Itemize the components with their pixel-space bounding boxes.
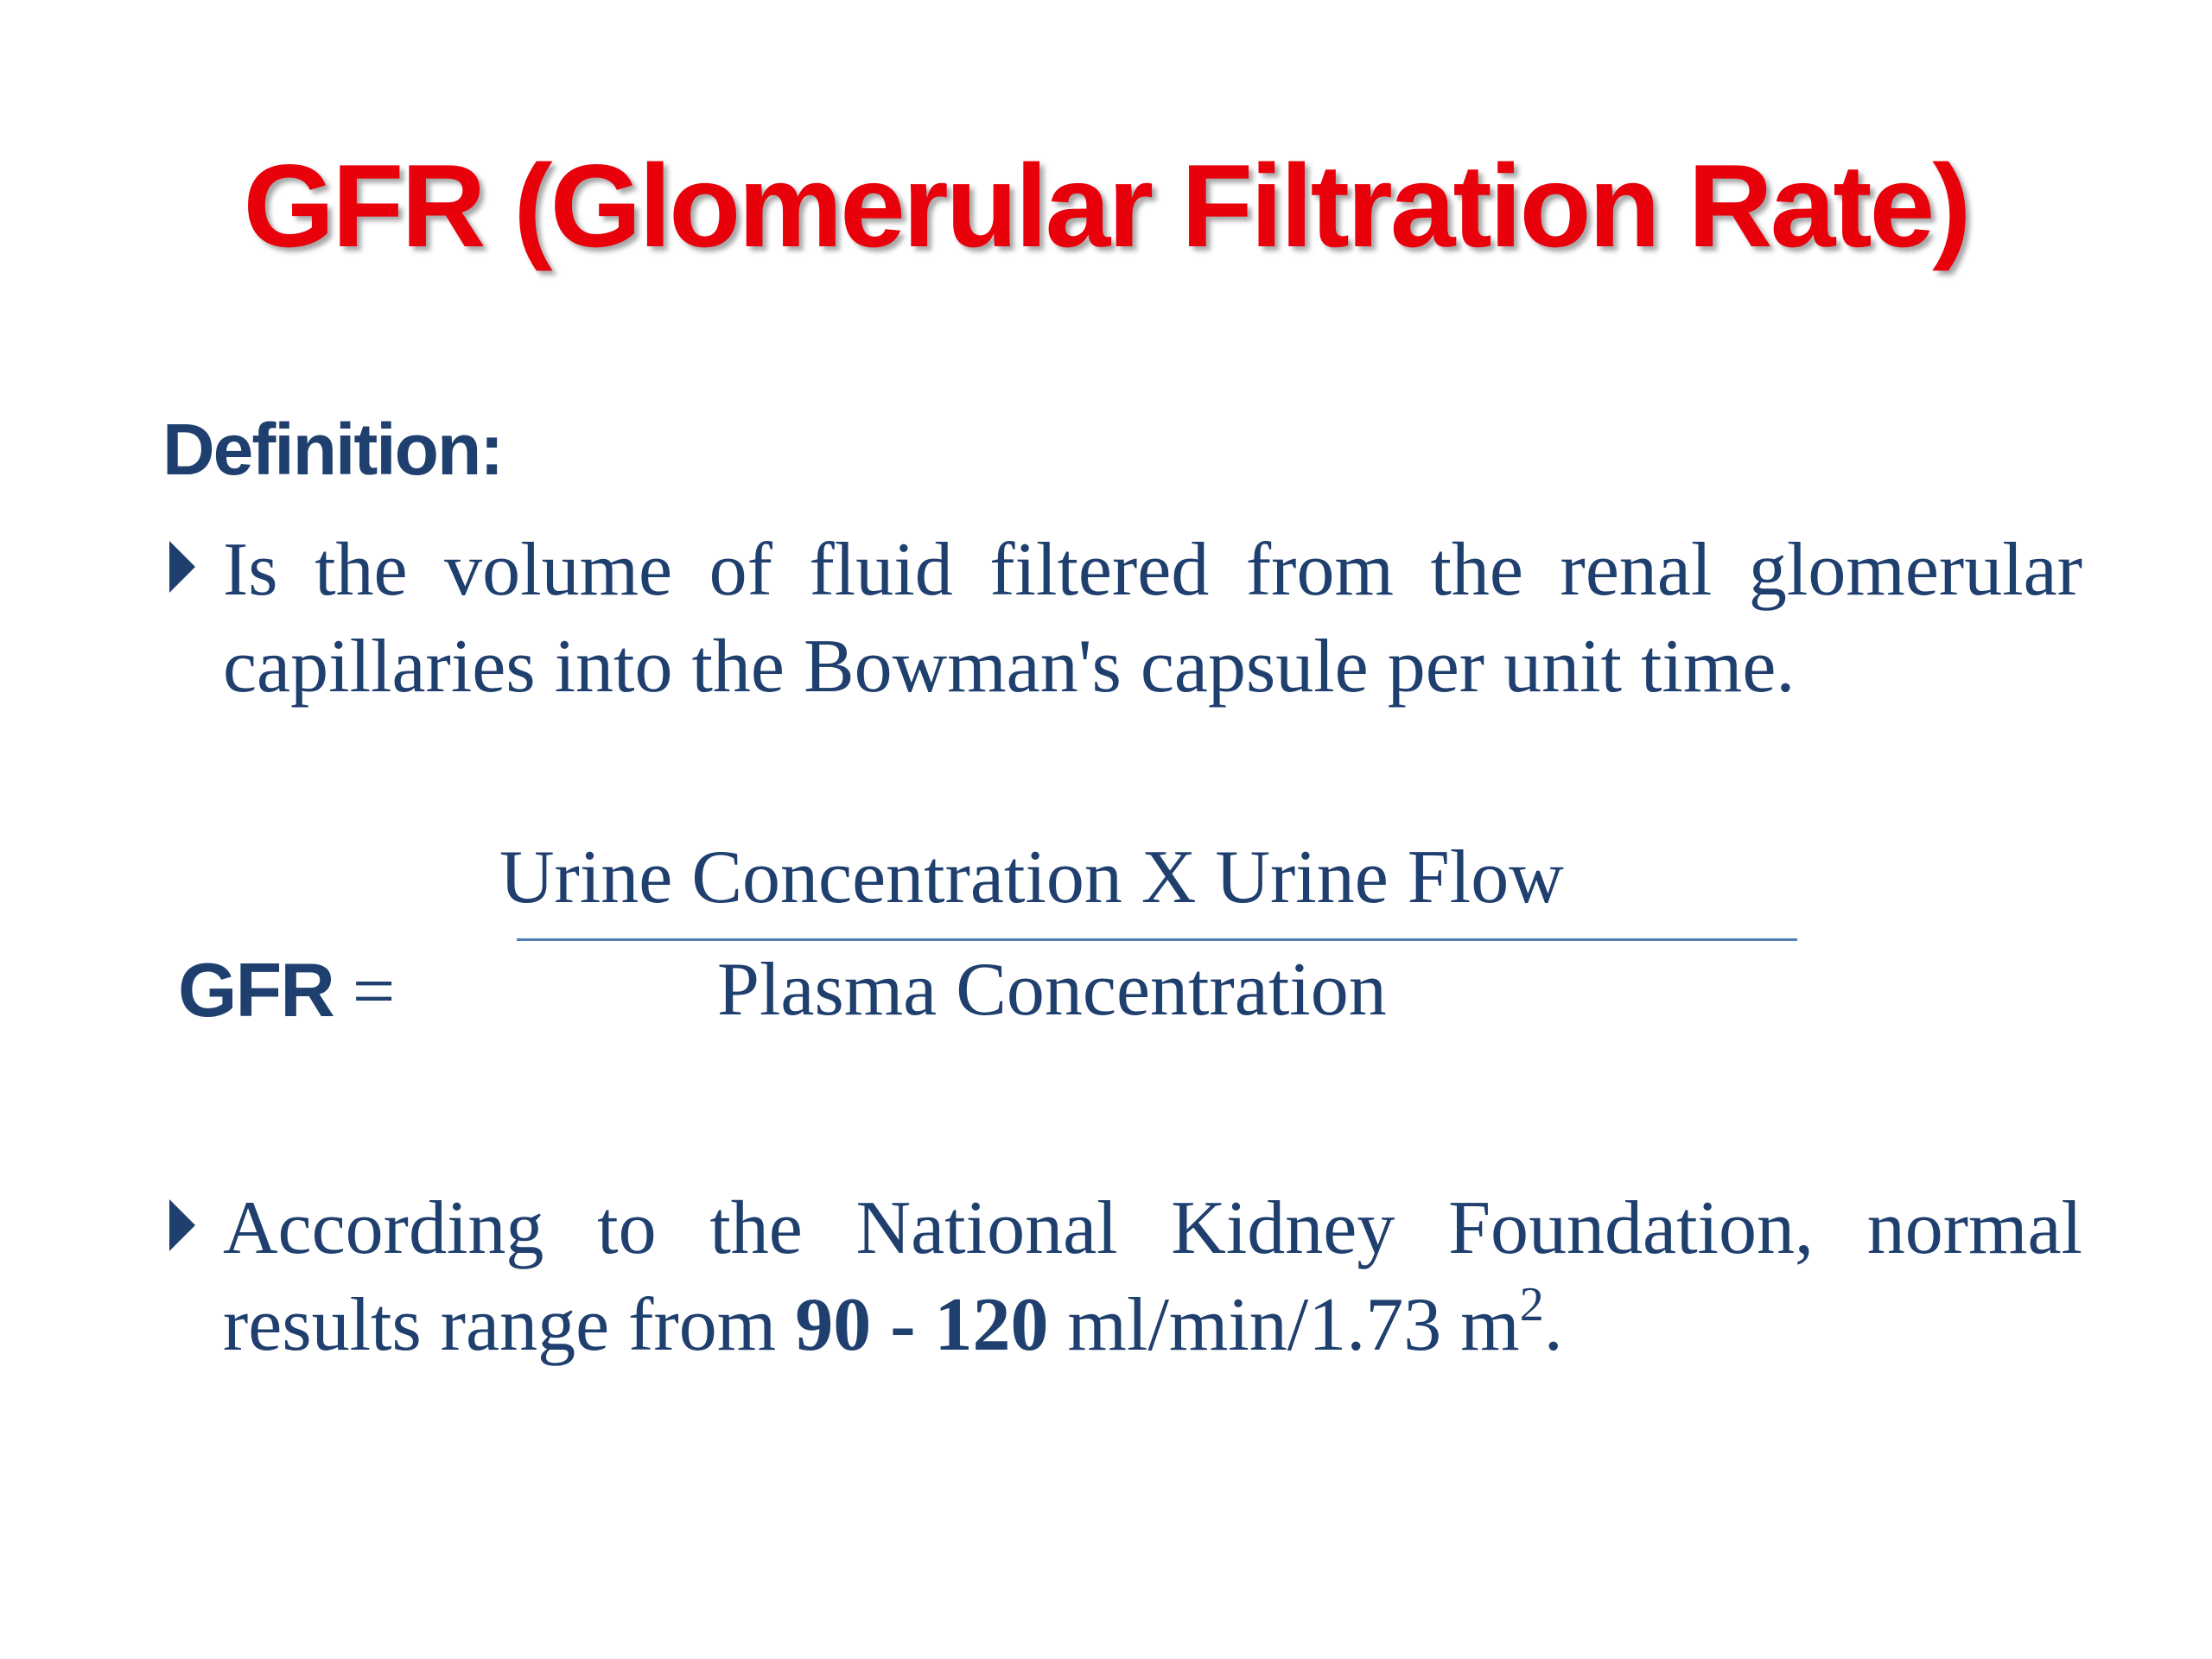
bullet-triangle-right-icon [169, 541, 195, 593]
normal-range-prefix: According to the National Kidney Foundation, normal results range from [223, 1186, 2082, 1367]
formula-denominator: Plasma Concentration [717, 948, 1387, 1032]
definition-heading: Definition: [162, 409, 503, 490]
formula-lhs [178, 942, 395, 1040]
slide-title: GFR (Glomerular Filtration Rate) [243, 140, 1969, 271]
normal-range-suffix: . [1543, 1283, 1563, 1367]
normal-range-unit: ml/min/1.73 m [1048, 1283, 1520, 1367]
formula-equals-sign: = [352, 950, 396, 1033]
normal-range-value: 90 - 120 [795, 1283, 1049, 1367]
formula-numerator: Urine Concentration X Urine Flow [499, 836, 1564, 919]
formula-lhs-label: GFR [178, 947, 334, 1033]
unit-exponent: 2 [1519, 1278, 1544, 1332]
bullet-triangle-right-icon [169, 1199, 195, 1251]
definition-bullet-text: Is the volume of fluid filtered from the renal glomerular capillaries into the Bowman's capsule per unit time. [223, 528, 2082, 709]
fraction-bar [517, 938, 1797, 941]
normal-range-bullet-text [223, 1180, 2082, 1374]
